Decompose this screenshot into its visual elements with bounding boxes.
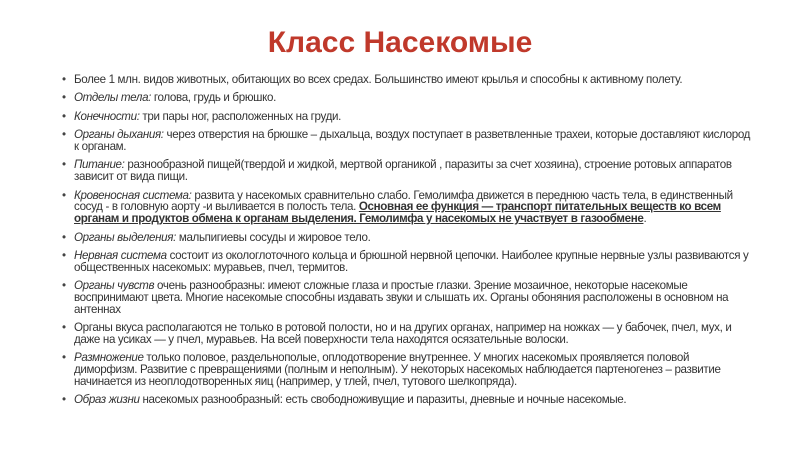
- item-label: Кровеносная система:: [74, 188, 192, 202]
- list-item: [62, 111, 752, 123]
- list-item: [62, 232, 752, 244]
- list-item: [62, 159, 752, 183]
- item-text: насекомых разнообразный: есть свободноживущие и паразиты, дневные и ночные насекомые.: [139, 393, 627, 407]
- item-text: очень разнообразны: имеют сложные глаза и простые глазки. Зрение мозаичное, некоторые насекомые воспринимают цвета. Многие насекомые способны издавать звуки и слышать их. Органы обоняния расположены в основном на антеннах: [74, 279, 729, 316]
- item-label: Размножение: [74, 351, 144, 365]
- item-tail: .: [643, 212, 647, 226]
- list-item: [62, 280, 752, 315]
- item-text: Органы вкуса располагаются не только в ротовой полости, но и на других органах, например на ножках — у бабочек, пчел, мух, и даже на усиках — у пчел, муравьев. На всей поверхности тела находятся осязательные волоски.: [74, 321, 732, 346]
- item-label: Питание:: [74, 158, 125, 172]
- item-label: Органы выделения:: [74, 230, 176, 244]
- item-label: Органы дыхания:: [74, 128, 164, 142]
- item-label: Нервная система: [74, 248, 167, 262]
- item-label: Образ жизни: [74, 393, 140, 407]
- item-text: состоит из окологлоточного кольца и брюшной нервной цепочки. Наиболее крупные нервные узлы развиваются у общественных насекомых: муравьев, пчел, термитов.: [74, 248, 749, 274]
- item-text: мальпигиевы сосуды и жировое тело.: [175, 230, 371, 244]
- item-emphasis: Основная ее функция — транспорт питательных веществ ко всем органам и продуктов обмена к органам выделения. Гемолимфа у насекомых не участвует в газообмене: [74, 200, 721, 226]
- slide-title: Класс Насекомые: [267, 26, 533, 59]
- item-label: Отделы тела:: [74, 91, 152, 105]
- item-text: Более 1 млн. видов животных, обитающих во всех средах. Большинство имеют крылья и способны к активному полету.: [74, 73, 683, 86]
- item-text: развита у насекомых сравнительно слабо. Гемолимфа движется в переднюю часть тела, в единственный сосуд - в головную аорту -и выливается в полость тела.: [74, 188, 733, 214]
- bullet-list: [62, 74, 752, 413]
- list-item: [62, 190, 752, 225]
- item-text: голова, грудь и брюшко.: [151, 91, 276, 105]
- list-item: [62, 129, 752, 153]
- list-item: [62, 74, 752, 86]
- item-label: Конечности:: [74, 109, 140, 123]
- list-item: [62, 352, 752, 387]
- item-text: через отверстия на брюшке – дыхальца, воздух поступает в разветвленные трахеи, которые доставляют кислород к органам.: [74, 128, 751, 153]
- item-text: разнообразной пищей(твердой и жидкой, мертвой органикой , паразиты за счет хозяина), строение ротовых аппаратов зависит от вида пищи.: [74, 158, 732, 184]
- list-item: [62, 322, 752, 346]
- list-item: [62, 250, 752, 274]
- list-item: [62, 394, 752, 406]
- list-item: [62, 92, 752, 104]
- item-text: только половое, раздельнополые, оплодотворение внутреннее. У многих насекомых проявляется половой диморфизм. Развитие с превращениями (полным и неполным). У некоторых насекомых наблюдается партеногенез – развитие начинается из неоплодотворенных яиц (например, у тлей, пчел, тутового шелкопряда).: [74, 351, 721, 388]
- item-label: Органы чувств: [74, 279, 155, 293]
- item-text: три пары ног, расположенных на груди.: [139, 109, 342, 123]
